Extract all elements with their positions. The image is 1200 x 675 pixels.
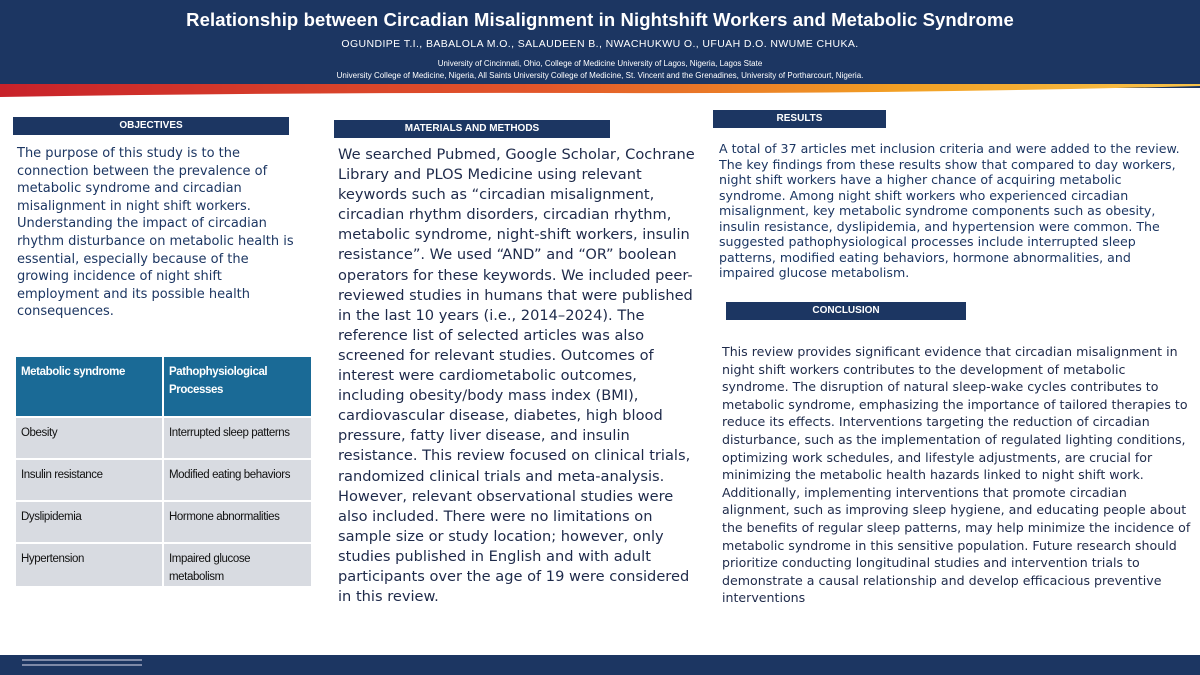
table-cell: Obesity bbox=[16, 417, 163, 459]
table-header-row bbox=[16, 357, 311, 417]
table-cell: Insulin resistance bbox=[16, 459, 163, 501]
objectives-heading: OBJECTIVES bbox=[13, 117, 289, 135]
results-heading: RESULTS bbox=[713, 110, 886, 128]
affiliation-line-2: University College of Medicine, Nigeria, All Saints University College of Medicine, St. Vincent and the Grenadines, University of Portharcourt, Nigeria. bbox=[336, 71, 864, 80]
affiliation-line-1: University of Cincinnati, Ohio, College of Medicine University of Lagos, Nigeria, Lagos State bbox=[437, 59, 763, 68]
table-cell: Impaired glucose metabolism bbox=[163, 543, 311, 586]
table-cell: Hormone abnormalities bbox=[163, 501, 311, 543]
conclusion-heading: CONCLUSION bbox=[726, 302, 966, 320]
table-header-cell: Metabolic syndrome bbox=[16, 357, 163, 417]
methods-text: We searched Pubmed, Google Scholar, Cochrane Library and PLOS Medicine using relevant keywords such as “circadian misalignment, circadian rhythm disorders, circadian rhythm, metabolic syndrome, night-shift workers, insulin resistance”. We used “AND” and “OR” boolean operators for these keywords. We included peer-reviewed studies in humans that were published in the last 10 years (i.e., 2014–2024). The reference list of selected articles was also screened for relevant studies. Outcomes of interest were cardiometabolic outcomes, including obesity/body mass index (BMI), cardiovascular disease, diabetes, high blood pressure, fatty liver disease, and insulin resistance. This review focused on clinical trials, randomized clinical trials and meta-analysis. However, relevant observational studies were also included. There were no limitations on sample size or study location; however, only studies published in English and with adult participants over the age of 19 were considered in this review. bbox=[338, 146, 695, 606]
results-text: A total of 37 articles met inclusion criteria and were added to the review. The key findings from these results show that compared to day workers, night shift workers have a higher chance of acquiring metabolic syndrome. Among night shift workers who experienced circadian misalignment, key metabolic syndrome components such as obesity, insulin resistance, dyslipidemia, and hypertension were common. The suggested pathophysiological processes include interrupted sleep patterns, modified eating behaviors, hormone abnormalities, and impaired glucose metabolism. bbox=[719, 141, 1180, 280]
poster-title: Relationship between Circadian Misalignment in Nightshift Workers and Metabolic Syndrome bbox=[186, 9, 1014, 30]
footer-fine-print bbox=[22, 659, 142, 671]
conclusion-text: This review provides significant evidence that circadian misalignment in night shift workers contributes to the development of metabolic syndrome. The disruption of natural sleep-wake cycles contributes to metabolic syndrome, emphasizing the importance of tailored therapies to reduce its effects. Interventions targeting the reduction of circadian disturbance, such as the implementation of regulated lighting conditions, optimizing work schedules, and lifestyle adjustments, are crucial for minimizing the metabolic health hazards linked to night shift work. Additionally, implementing interventions that promote circadian alignment, such as improving sleep hygiene, and educating people about the benefits of regular sleep patterns, may help minimize the incidence of metabolic syndrome in this sensitive population. Future research should prioritize conducting longitudinal studies and intervention trials to demonstrate a causal relationship and develop efficacious preventive interventions bbox=[722, 344, 1191, 606]
table-cell: Dyslipidemia bbox=[16, 501, 163, 543]
table-cell: Modified eating behaviors bbox=[163, 459, 311, 501]
table-row bbox=[16, 459, 311, 501]
objectives-text: The purpose of this study is to the connection between the prevalence of metabolic syndrome and circadian misalignment in night shift workers. Understanding the impact of circadian rhythm disturbance on metabolic health is essential, especially because of the growing incidence of night shift employment and its possible health consequences. bbox=[17, 146, 294, 320]
table-header-cell: Pathophysiological Processes bbox=[163, 357, 311, 417]
header-accent-stripe bbox=[0, 84, 1200, 97]
table-row bbox=[16, 417, 311, 459]
table-cell: Interrupted sleep patterns bbox=[163, 417, 311, 459]
table-cell: Hypertension bbox=[16, 543, 163, 586]
poster-header bbox=[0, 0, 1200, 88]
metabolic-syndrome-table bbox=[16, 357, 311, 586]
author-list: OGUNDIPE T.I., BABALOLA M.O., SALAUDEEN B., NWACHUKWU O., UFUAH D.O. NWUME CHUKA. bbox=[341, 38, 859, 50]
methods-heading: MATERIALS AND METHODS bbox=[334, 120, 610, 138]
poster-footer bbox=[0, 655, 1200, 675]
table-row bbox=[16, 543, 311, 586]
table-row bbox=[16, 501, 311, 543]
